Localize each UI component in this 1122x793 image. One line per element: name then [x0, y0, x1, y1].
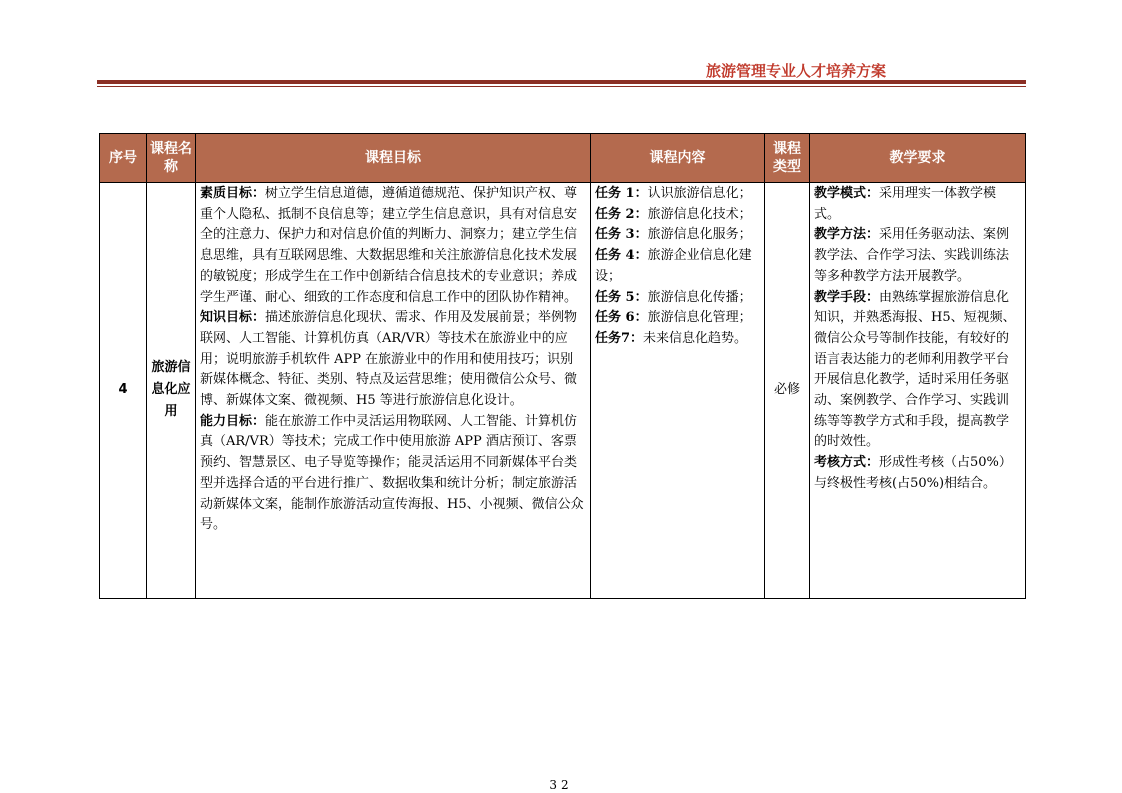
objective-ability: 能力目标：能在旅游工作中灵活运用物联网、人工智能、计算机仿真（AR/VR）等技术；完成工作中使用旅游 APP 酒店预订、客票预约、智慧景区、电子导览等操作；能灵活运用不同新媒体平台类型并选择合适的平台进行推广、数据收集和统计分析；制定旅游活动新媒体文案，能制作旅游活动宣传海报、H5、小视频、微信公众号。 [200, 413, 584, 533]
cell-content [591, 183, 765, 599]
cell-course-name: 旅游信息化应用 [147, 183, 196, 599]
requirement-method: 教学方法：采用任务驱动法、案例教学法、合作学习法、实践训练法等多种教学方法开展教学。 [814, 227, 1010, 284]
requirement-assessment: 考核方式：形成性考核（占50%）与终极性考核(占50%)相结合。 [814, 455, 1012, 491]
header-content: 课程内容 [591, 134, 765, 183]
header-requirements: 教学要求 [810, 134, 1026, 183]
cell-course-type: 必修 [765, 183, 810, 599]
content-task-4: 任务 4：旅游企业信息化建设； [595, 248, 752, 284]
page-number: 32 [549, 778, 573, 792]
content-task-1: 任务 1：认识旅游信息化； [595, 186, 752, 201]
table-row [100, 183, 1026, 599]
content-task-3: 任务 3：旅游信息化服务； [595, 227, 752, 243]
document-header-title: 旅游管理专业人才培养方案 [705, 62, 886, 80]
table-header-row [100, 134, 1026, 183]
header-rule-thin [97, 86, 1026, 87]
content-task-2: 任务 2：旅游信息化技术； [595, 206, 752, 222]
content-task-5: 任务 5：旅游信息化传播； [595, 289, 752, 305]
header-objectives: 课程目标 [196, 134, 591, 183]
content-task-6: 任务 6：旅游信息化管理； [595, 310, 752, 326]
requirement-means: 教学手段：由熟练掌握旅游信息化知识，并熟悉海报、H5、短视频、微信公众号等制作技能，有较好的语言表达能力的老师利用教学平台开展信息化教学，适时采用任务驱动、案例教学、合作学习、实践训练等等教学方式和手段，提高教学的时效性。 [814, 289, 1016, 450]
content-task-7: 任务7：未来信息化趋势。 [595, 330, 748, 346]
header-name: 课程名称 [147, 134, 196, 183]
course-table [99, 133, 1026, 599]
header-num: 序号 [100, 134, 147, 183]
objective-quality: 素质目标：树立学生信息道德，遵循道德规范、保护知识产权、尊重个人隐私、抵制不良信息等；建立学生信息意识，具有对信息安全的注意力、保护力和对信息价值的判断力、洞察力；建立学生信息思维，具有互联网思维、大数据思维和关注旅游信息化技术发展的敏锐度；形成学生在工作中创新结合信息技术的专业意识；养成学生严谨、耐心、细致的工作态度和信息工作中的团队协作精神。 [200, 186, 578, 305]
objective-knowledge: 知识目标：描述旅游信息化现状、需求、作用及发展前景；举例物联网、人工智能、计算机仿真（AR/VR）等技术在旅游业中的应用；说明旅游手机软件 APP 在旅游业中的作用和使用技巧；识别新媒体概念、特征、类别、特点及运营思维；使用微信公众号、微博、新媒体文案、微视频、H5 等进行旅游信息化设计。 [200, 310, 578, 409]
header-rule-thick [97, 80, 1026, 84]
cell-objectives [196, 183, 591, 599]
header-type: 课程类型 [765, 134, 810, 183]
cell-requirements [810, 183, 1026, 599]
requirement-mode: 教学模式：采用理实一体教学模式。 [814, 186, 997, 222]
cell-num: 4 [100, 183, 147, 599]
